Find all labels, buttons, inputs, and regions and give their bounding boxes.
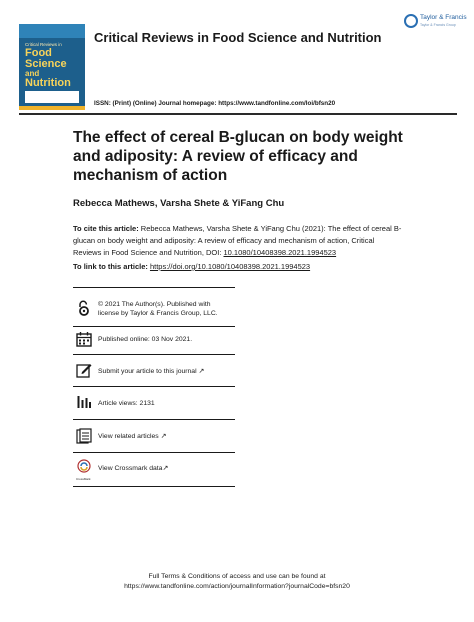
footer-line-1: Full Terms & Conditions of access and use can be found at — [148, 573, 326, 580]
crossmark-sublabel: CrossMark — [76, 477, 91, 481]
cover-small-title: Critical Reviews in — [25, 42, 62, 47]
crossmark-icon — [76, 459, 92, 475]
link-to-article — [73, 262, 310, 271]
journal-title[interactable]: Critical Reviews in Food Science and Nutrition — [94, 30, 382, 45]
edit-icon — [76, 362, 92, 378]
publisher-logo-tagline: Taylor & Francis Group — [420, 23, 456, 27]
related-row[interactable] — [73, 427, 235, 457]
terms-footer — [0, 572, 474, 592]
submit-article-link[interactable]: Submit your article to this journal ↗ — [98, 368, 205, 375]
article-authors: Rebecca Mathews, Varsha Shete & YiFang Chu — [73, 198, 285, 209]
views-row — [73, 394, 235, 424]
article-title: The effect of cereal Β-glucan on body weight and adiposity: A review of efficacy and mechanism of action — [73, 129, 403, 184]
published-row — [73, 330, 235, 360]
view-related-articles-link[interactable]: View related articles ↗ — [98, 433, 167, 440]
footer-terms-link[interactable]: https://www.tandfonline.com/action/journalInformation?journalCode=bfsn20 — [124, 583, 350, 590]
crossmark-row[interactable] — [73, 458, 235, 490]
published-date: Published online: 03 Nov 2021. — [98, 336, 193, 343]
license-line-1: © 2021 The Author(s). Published with — [98, 301, 211, 308]
submit-row[interactable] — [73, 362, 235, 392]
open-access-row — [73, 297, 235, 327]
external-link-icon: ↗ — [160, 433, 167, 440]
citation-label: To cite this article: — [73, 224, 139, 233]
journal-cover-image — [19, 24, 85, 110]
header-divider — [19, 113, 457, 115]
external-link-icon: ↗ — [162, 465, 169, 472]
calendar-icon — [76, 331, 92, 347]
publisher-logo-name: Taylor & Francis — [420, 14, 467, 21]
citation-block — [73, 223, 403, 259]
bar-chart-icon — [76, 394, 92, 410]
license-line-2: license by Taylor & Francis Group, LLC. — [98, 310, 218, 317]
external-link-icon: ↗ — [198, 368, 205, 375]
link-label: To link to this article: — [73, 262, 150, 271]
article-url-link[interactable]: https://doi.org/10.1080/10408398.2021.1994523 — [149, 262, 311, 271]
article-views: Article views: 2131 — [98, 400, 155, 407]
doi-link[interactable]: 10.1080/10408398.2021.1994523 — [223, 248, 337, 257]
cover-big-title: Food Science and Nutrition — [25, 47, 71, 89]
related-articles-icon — [76, 428, 92, 444]
citation-text: Rebecca Mathews, Varsha Shete & YiFang Chu (2021): The effect of cereal Β-glucan on body weight and adiposity: A review of efficacy and mechanism of action, Critical Reviews in Food Science and Nutrition, DOI: — [73, 224, 402, 257]
issn-homepage-line[interactable]: ISSN: (Print) (Online) Journal homepage: https://www.tandfonline.com/loi/bfsn20 — [94, 100, 336, 107]
taylor-francis-logo-icon[interactable] — [404, 14, 418, 28]
view-crossmark-link[interactable]: View Crossmark data↗ — [98, 465, 169, 472]
open-access-lock-icon — [76, 300, 92, 316]
